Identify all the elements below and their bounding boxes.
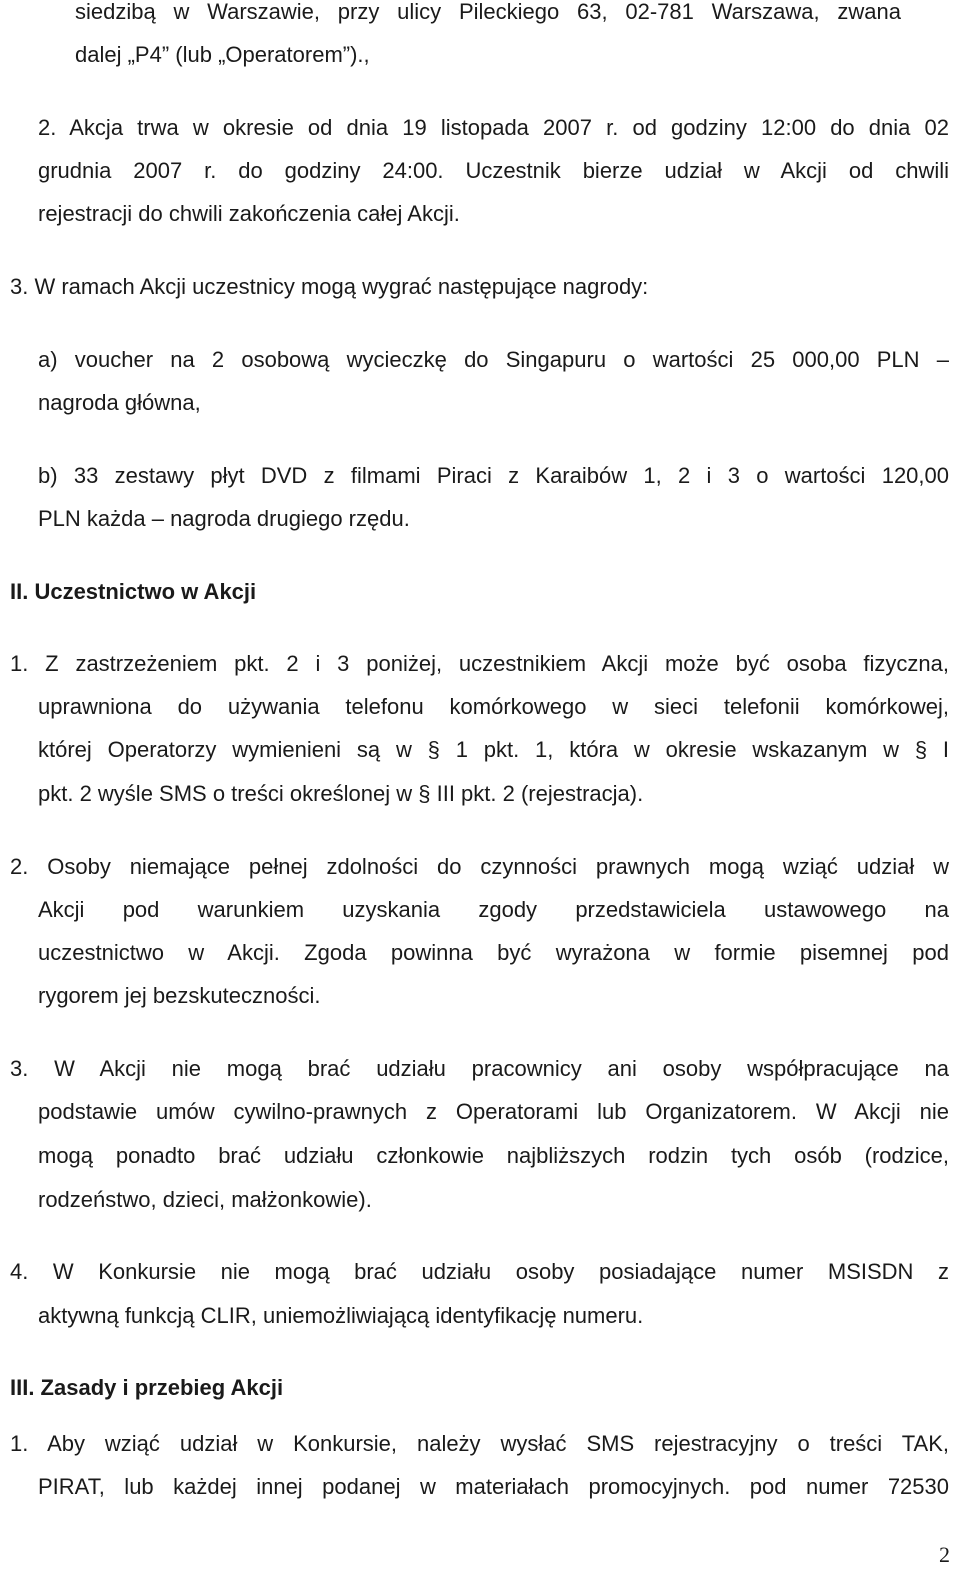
text-line: podstawie umów cywilno-prawnych z Operatorami lub Organizatorem. W Akcji nie <box>38 1099 949 1124</box>
text-line: 3. W Akcji nie mogą brać udziału pracownicy ani osoby współpracujące na <box>10 1056 949 1081</box>
text-line: aktywną funkcją CLIR, uniemożliwiającą identyfikację numeru. <box>38 1303 644 1328</box>
text-line: nagroda główna, <box>38 390 201 415</box>
text-line: 3. W ramach Akcji uczestnicy mogą wygrać następujące nagrody: <box>10 274 649 299</box>
text-line: pkt. 2 wyśle SMS o treści określonej w § III pkt. 2 (rejestracja). <box>38 781 644 806</box>
text-line: PLN każda – nagroda drugiego rzędu. <box>38 506 410 531</box>
section-heading: III. Zasady i przebieg Akcji <box>10 1375 284 1400</box>
text-line: uprawniona do używania telefonu komórkowego w sieci telefonii komórkowej, <box>38 694 949 719</box>
text-line: PIRAT, lub każdej innej podanej w materiałach promocyjnych. pod numer 72530 <box>38 1474 949 1499</box>
text-line: której Operatorzy wymienieni są w § 1 pkt. 1, która w okresie wskazanym w § I <box>38 737 949 762</box>
text-line: 1. Z zastrzeżeniem pkt. 2 i 3 poniżej, uczestnikiem Akcji może być osoba fizyczna, <box>10 651 949 676</box>
text-line: rygorem jej bezskuteczności. <box>38 983 321 1008</box>
text-line: rodzeństwo, dzieci, małżonkowie). <box>38 1187 372 1212</box>
text-line: Akcji pod warunkiem uzyskania zgody przedstawiciela ustawowego na <box>38 897 949 922</box>
text-line: rejestracji do chwili zakończenia całej Akcji. <box>38 201 460 226</box>
text-line: mogą ponadto brać udziału członkowie najbliższych rodzin tych osób (rodzice, <box>38 1143 949 1168</box>
page-number: 2 <box>939 1542 950 1567</box>
section-heading: II. Uczestnictwo w Akcji <box>10 579 257 604</box>
text-line: grudnia 2007 r. do godziny 24:00. Uczestnik bierze udział w Akcji od chwili <box>38 158 949 183</box>
text-line: b) 33 zestawy płyt DVD z filmami Piraci z Karaibów 1, 2 i 3 o wartości 120,00 <box>38 463 949 488</box>
text-line: dalej „P4” (lub „Operatorem”)., <box>75 42 370 67</box>
text-line: 2. Akcja trwa w okresie od dnia 19 listopada 2007 r. od godziny 12:00 do dnia 02 <box>38 115 949 140</box>
text-line: siedzibą w Warszawie, przy ulicy Pileckiego 63, 02-781 Warszawa, zwana <box>75 0 901 24</box>
text-line: 1. Aby wziąć udział w Konkursie, należy wysłać SMS rejestracyjny o treści TAK, <box>10 1431 949 1456</box>
text-line: 2. Osoby niemające pełnej zdolności do czynności prawnych mogą wziąć udział w <box>10 854 949 879</box>
text-line: uczestnictwo w Akcji. Zgoda powinna być wyrażona w formie pisemnej pod <box>38 940 949 965</box>
text-line: 4. W Konkursie nie mogą brać udziału osoby posiadające numer MSISDN z <box>10 1259 949 1284</box>
text-line: a) voucher na 2 osobową wycieczkę do Singapuru o wartości 25 000,00 PLN – <box>38 347 949 372</box>
